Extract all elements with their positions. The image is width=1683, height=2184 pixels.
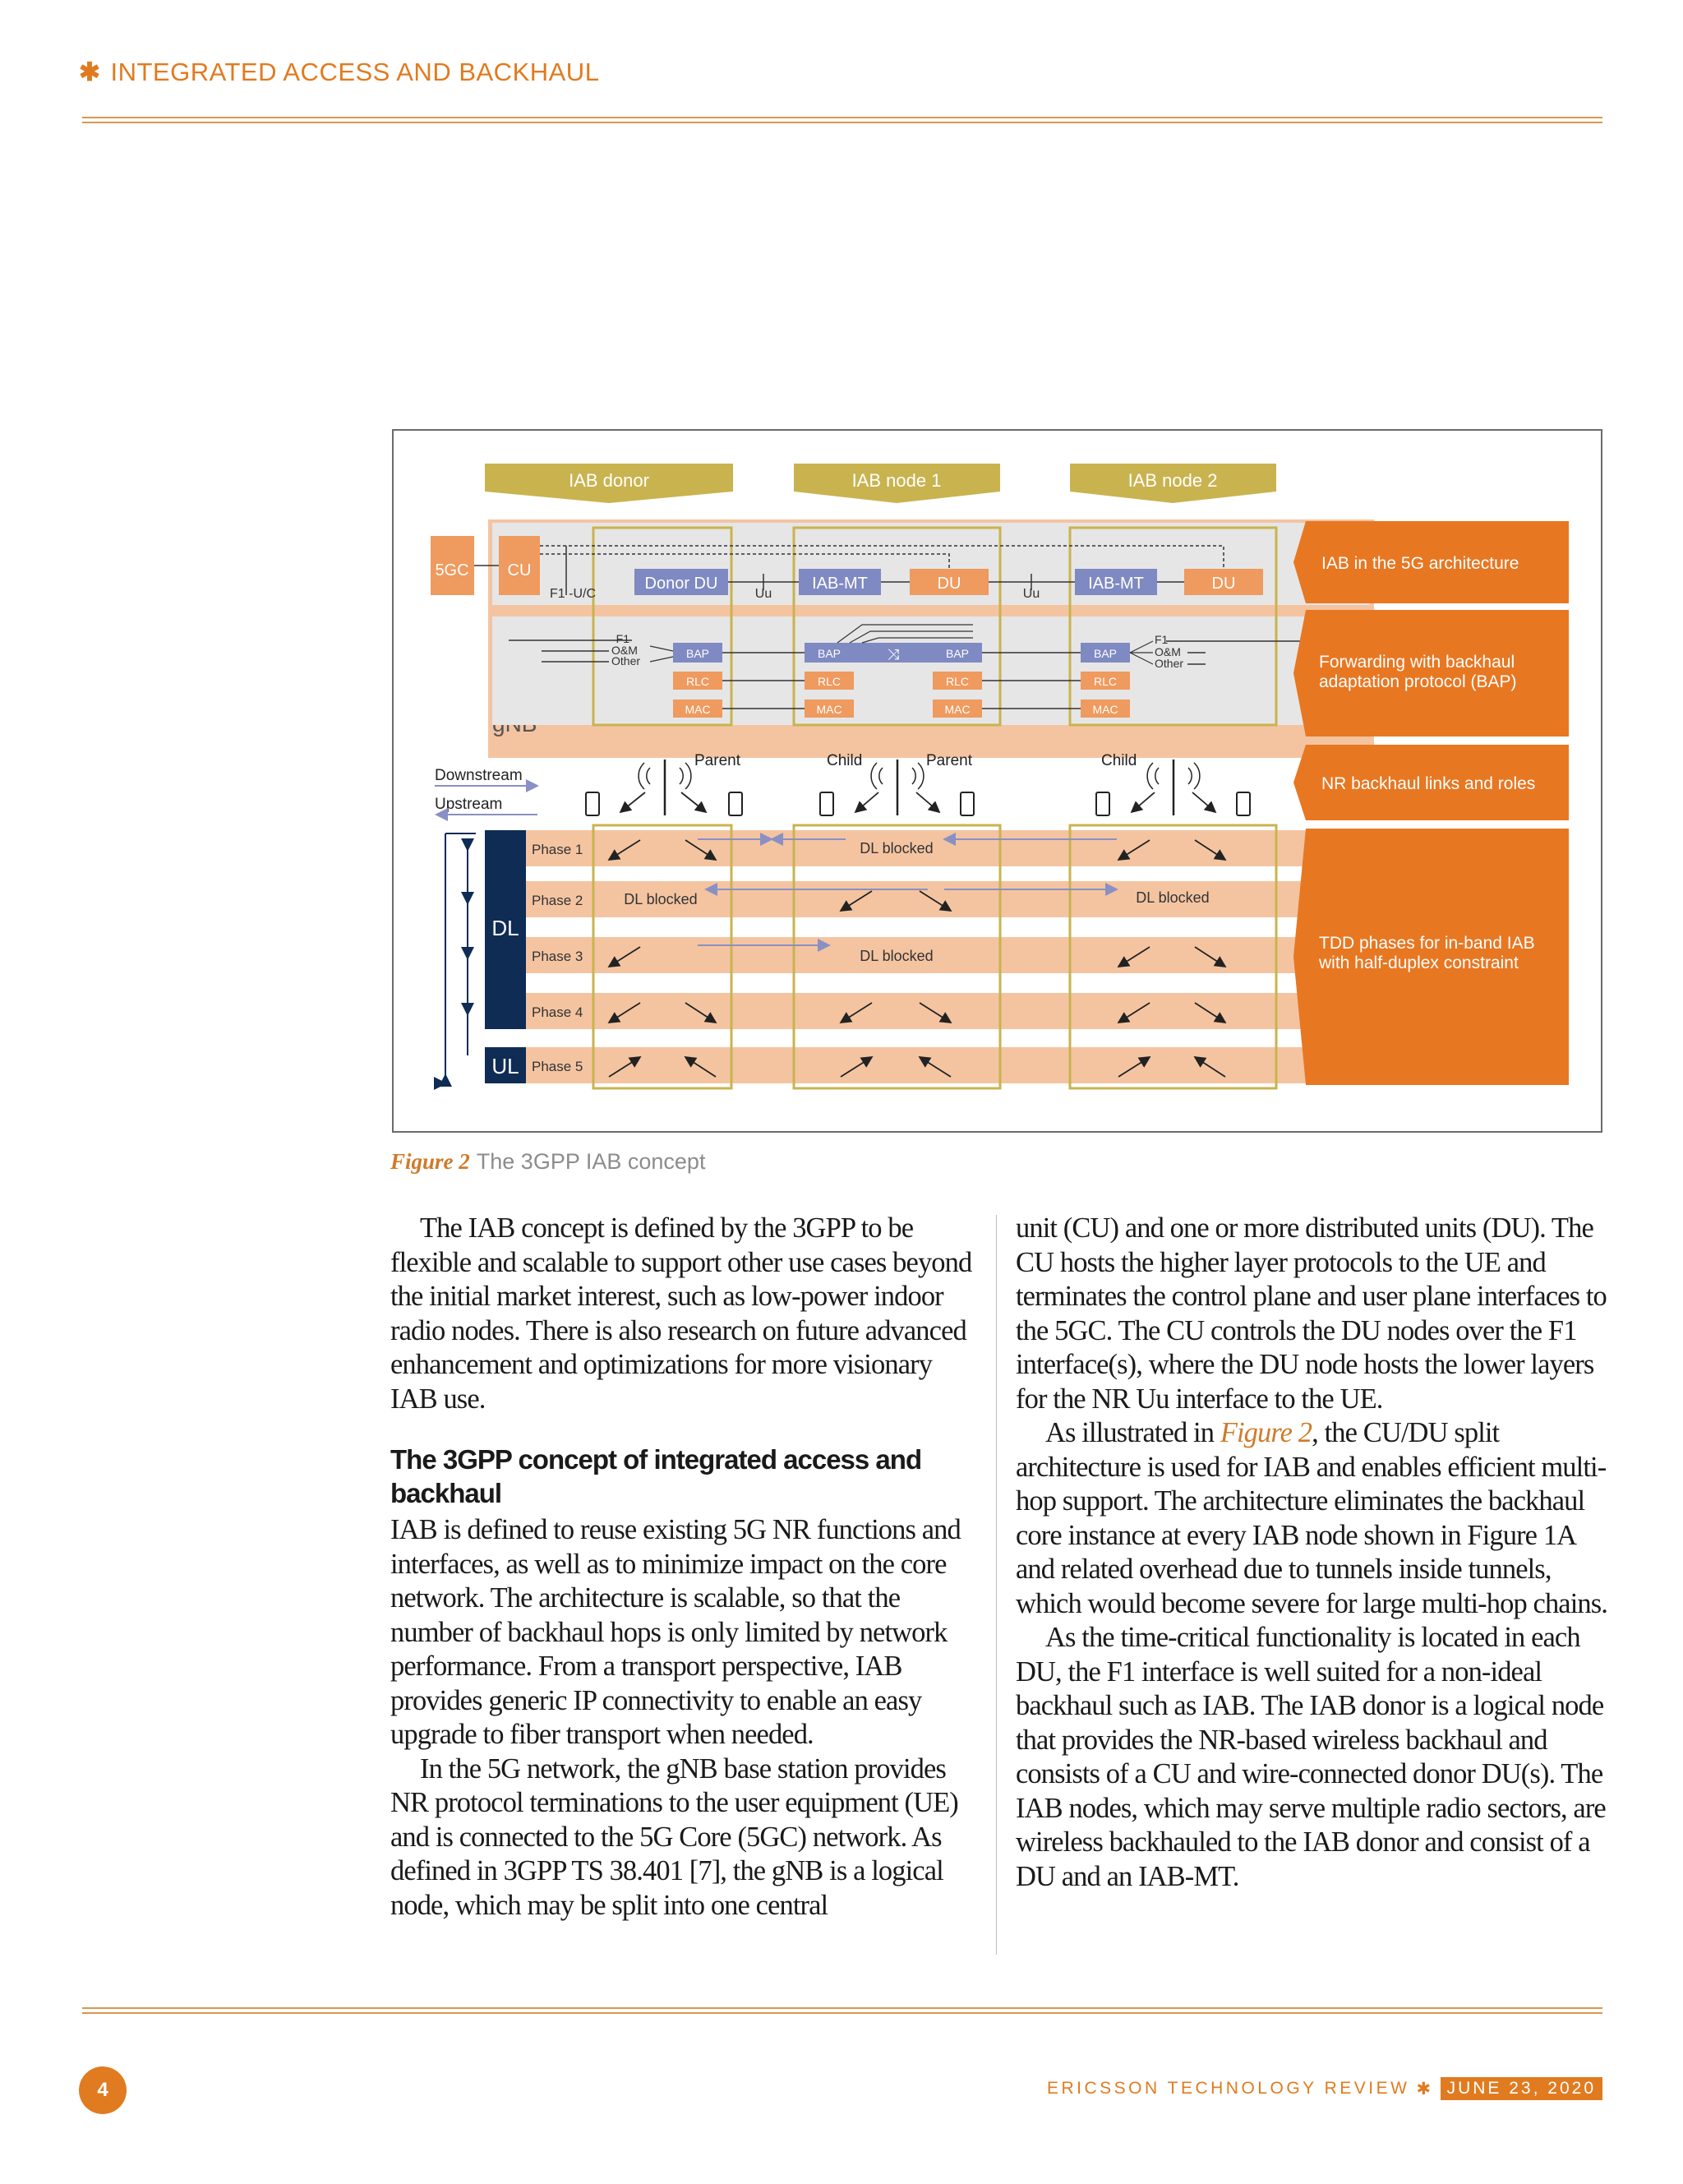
iab-mt-label-2: IAB-MT	[1088, 575, 1144, 593]
column-divider	[996, 1215, 997, 1955]
figure-caption-text: The 3GPP IAB concept	[476, 1149, 706, 1174]
header-rule	[82, 117, 1602, 123]
svg-text:BAP: BAP	[817, 647, 842, 660]
svg-text:F1: F1	[616, 632, 629, 645]
page-number: 4	[79, 2066, 127, 2114]
uu-label-2: Uu	[1022, 587, 1040, 601]
iab-diagram	[394, 431, 1601, 1131]
ul-label: UL	[491, 1054, 519, 1078]
fivegc-label: 5GC	[435, 561, 469, 579]
svg-text:Child: Child	[827, 752, 863, 769]
svg-text:DL blocked: DL blocked	[1136, 889, 1210, 906]
dl-label: DL	[491, 916, 519, 940]
svg-text:BAP: BAP	[1093, 647, 1118, 660]
iab-node1-title: IAB node 1	[851, 470, 942, 491]
figure-2-link[interactable]: Figure 2	[1220, 1417, 1312, 1448]
du-label-1: DU	[937, 575, 961, 593]
svg-text:Parent: Parent	[926, 752, 972, 769]
svg-text:RLC: RLC	[817, 675, 842, 688]
svg-text:Phase 1: Phase 1	[532, 842, 583, 857]
donor-du-label: Donor DU	[644, 575, 718, 593]
downstream-label: Downstream	[435, 767, 523, 784]
iab-donor-banner	[485, 464, 733, 503]
svg-text:Other: Other	[611, 654, 641, 667]
switch-icon: ⤨	[887, 646, 900, 663]
svg-text:MAC: MAC	[944, 703, 971, 716]
publication-date: JUNE 23, 2020	[1441, 2077, 1602, 2100]
phase-bars	[525, 830, 1351, 1083]
asterisk-icon: ✱	[79, 58, 101, 86]
running-header	[79, 58, 599, 87]
svg-text:DL blocked: DL blocked	[860, 840, 934, 857]
iab-node2-banner	[1070, 464, 1276, 503]
uu-label-1: Uu	[754, 587, 772, 601]
iab-node1-banner	[794, 464, 1000, 503]
svg-text:F1: F1	[1155, 633, 1169, 646]
publication-name: ERICSSON TECHNOLOGY REVIEW	[1047, 2079, 1410, 2098]
paragraph: As the time-critical functionality is located in each DU, the F1 interface is well suited for a non-ideal backhaul such as IAB. The IAB donor is a logical node that provides the NR-based wireless backhaul and consists of a CU and wire-connected donor DU(s). The IAB nodes, which may serve multiple radio sectors, are wireless backhauled to the IAB donor and consist of a DU and an IAB-MT.	[1016, 1622, 1606, 1892]
du-label-2: DU	[1211, 575, 1236, 593]
cu-label: CU	[507, 561, 532, 579]
svg-text:BAP: BAP	[685, 647, 710, 660]
svg-text:Other: Other	[1155, 657, 1184, 670]
iab-node2-title: IAB node 2	[1127, 470, 1218, 491]
svg-text:DL blocked: DL blocked	[860, 948, 934, 964]
paragraph: In the 5G network, the gNB base station provides NR protocol terminations to the user equipment (UE) and is connected to the 5G Core (5GC) network. As defined in 3GPP TS 38.401 [7], the gNB is a logical node, which may be split into one central	[390, 1752, 958, 1921]
svg-text:Phase 3: Phase 3	[532, 949, 583, 964]
svg-text:IAB in the 5G architecture: IAB in the 5G architecture	[1321, 554, 1519, 573]
paragraph: The IAB concept is defined by the 3GPP to be flexible and scalable to support other use cases beyond the initial market interest, such as low-power indoor radio nodes. There is also research on future advanced enhancement and optimizations for more visionary IAB use.	[390, 1212, 972, 1415]
svg-text:RLC: RLC	[685, 675, 710, 688]
section-heading: The 3GPP concept of integrated access and backhaul	[390, 1444, 922, 1508]
figure-caption	[390, 1149, 705, 1175]
paragraph: As illustrated in Figure 2, the CU/DU split architecture is used for IAB and enables efficient multi-hop support. The architecture eliminates the backhaul core instance at every IAB node shown in Figure 1A and related overhead due to tunnels inside tunnels, which would become severe for large multi-hop chains.	[1016, 1417, 1608, 1619]
asterisk-icon: ✱	[1416, 2079, 1434, 2099]
callout-nr-backhaul	[1293, 745, 1569, 820]
svg-text:Parent: Parent	[694, 752, 740, 769]
svg-text:O&M: O&M	[611, 644, 638, 657]
svg-text:Phase 4: Phase 4	[532, 1004, 583, 1020]
paragraph: unit (CU) and one or more distributed units (DU). The CU hosts the higher layer protocols to the UE and terminates the control plane and user plane interfaces to the 5GC. The CU controls the DU nodes over the F1 interface(s), where the DU node hosts the lower layers for the NR Uu interface to the UE.	[1016, 1212, 1607, 1415]
svg-text:Child: Child	[1101, 752, 1137, 769]
paragraph: IAB is defined to reuse existing 5G NR functions and interfaces, as well as to minimize impact on the core network. The architecture is scalable, so that the number of backhaul hops is only limited by network performance. From a transport perspective, IAB provides generic IP connectivity to enable an easy upgrade to fiber transport when needed.	[390, 1514, 961, 1750]
figure-label: Figure 2	[390, 1149, 470, 1174]
svg-text:O&M: O&M	[1155, 645, 1181, 658]
footer-rule	[82, 2007, 1602, 2014]
svg-text:NR backhaul links and roles: NR backhaul links and roles	[1321, 774, 1536, 793]
callout-5g-arch	[1293, 521, 1569, 603]
iab-donor-title: IAB donor	[569, 470, 649, 491]
iab-mt-label-1: IAB-MT	[812, 575, 868, 593]
svg-text:MAC: MAC	[1092, 703, 1118, 716]
svg-text:BAP: BAP	[945, 647, 970, 660]
callout-bap: Forwarding with backhaul adaptation protocol (BAP)	[1293, 610, 1569, 736]
running-footer	[1047, 2077, 1602, 2100]
upstream-label: Upstream	[435, 796, 503, 813]
f1uc-label: F1 -U/C	[550, 587, 596, 601]
right-column	[1016, 1212, 1609, 1894]
svg-text:Phase 2: Phase 2	[532, 893, 583, 908]
left-column	[390, 1212, 982, 1923]
svg-text:Phase 5: Phase 5	[532, 1059, 583, 1074]
svg-text:MAC: MAC	[816, 703, 842, 716]
svg-text:RLC: RLC	[945, 675, 970, 688]
svg-text:MAC: MAC	[685, 703, 711, 716]
callout-tdd: TDD phases for in-band IAB with half-duplex constraint	[1293, 829, 1569, 1085]
figure-2	[392, 429, 1602, 1133]
svg-text:DL blocked: DL blocked	[624, 891, 698, 907]
svg-text:RLC: RLC	[1093, 675, 1118, 688]
header-title: INTEGRATED ACCESS AND BACKHAUL	[110, 58, 600, 86]
